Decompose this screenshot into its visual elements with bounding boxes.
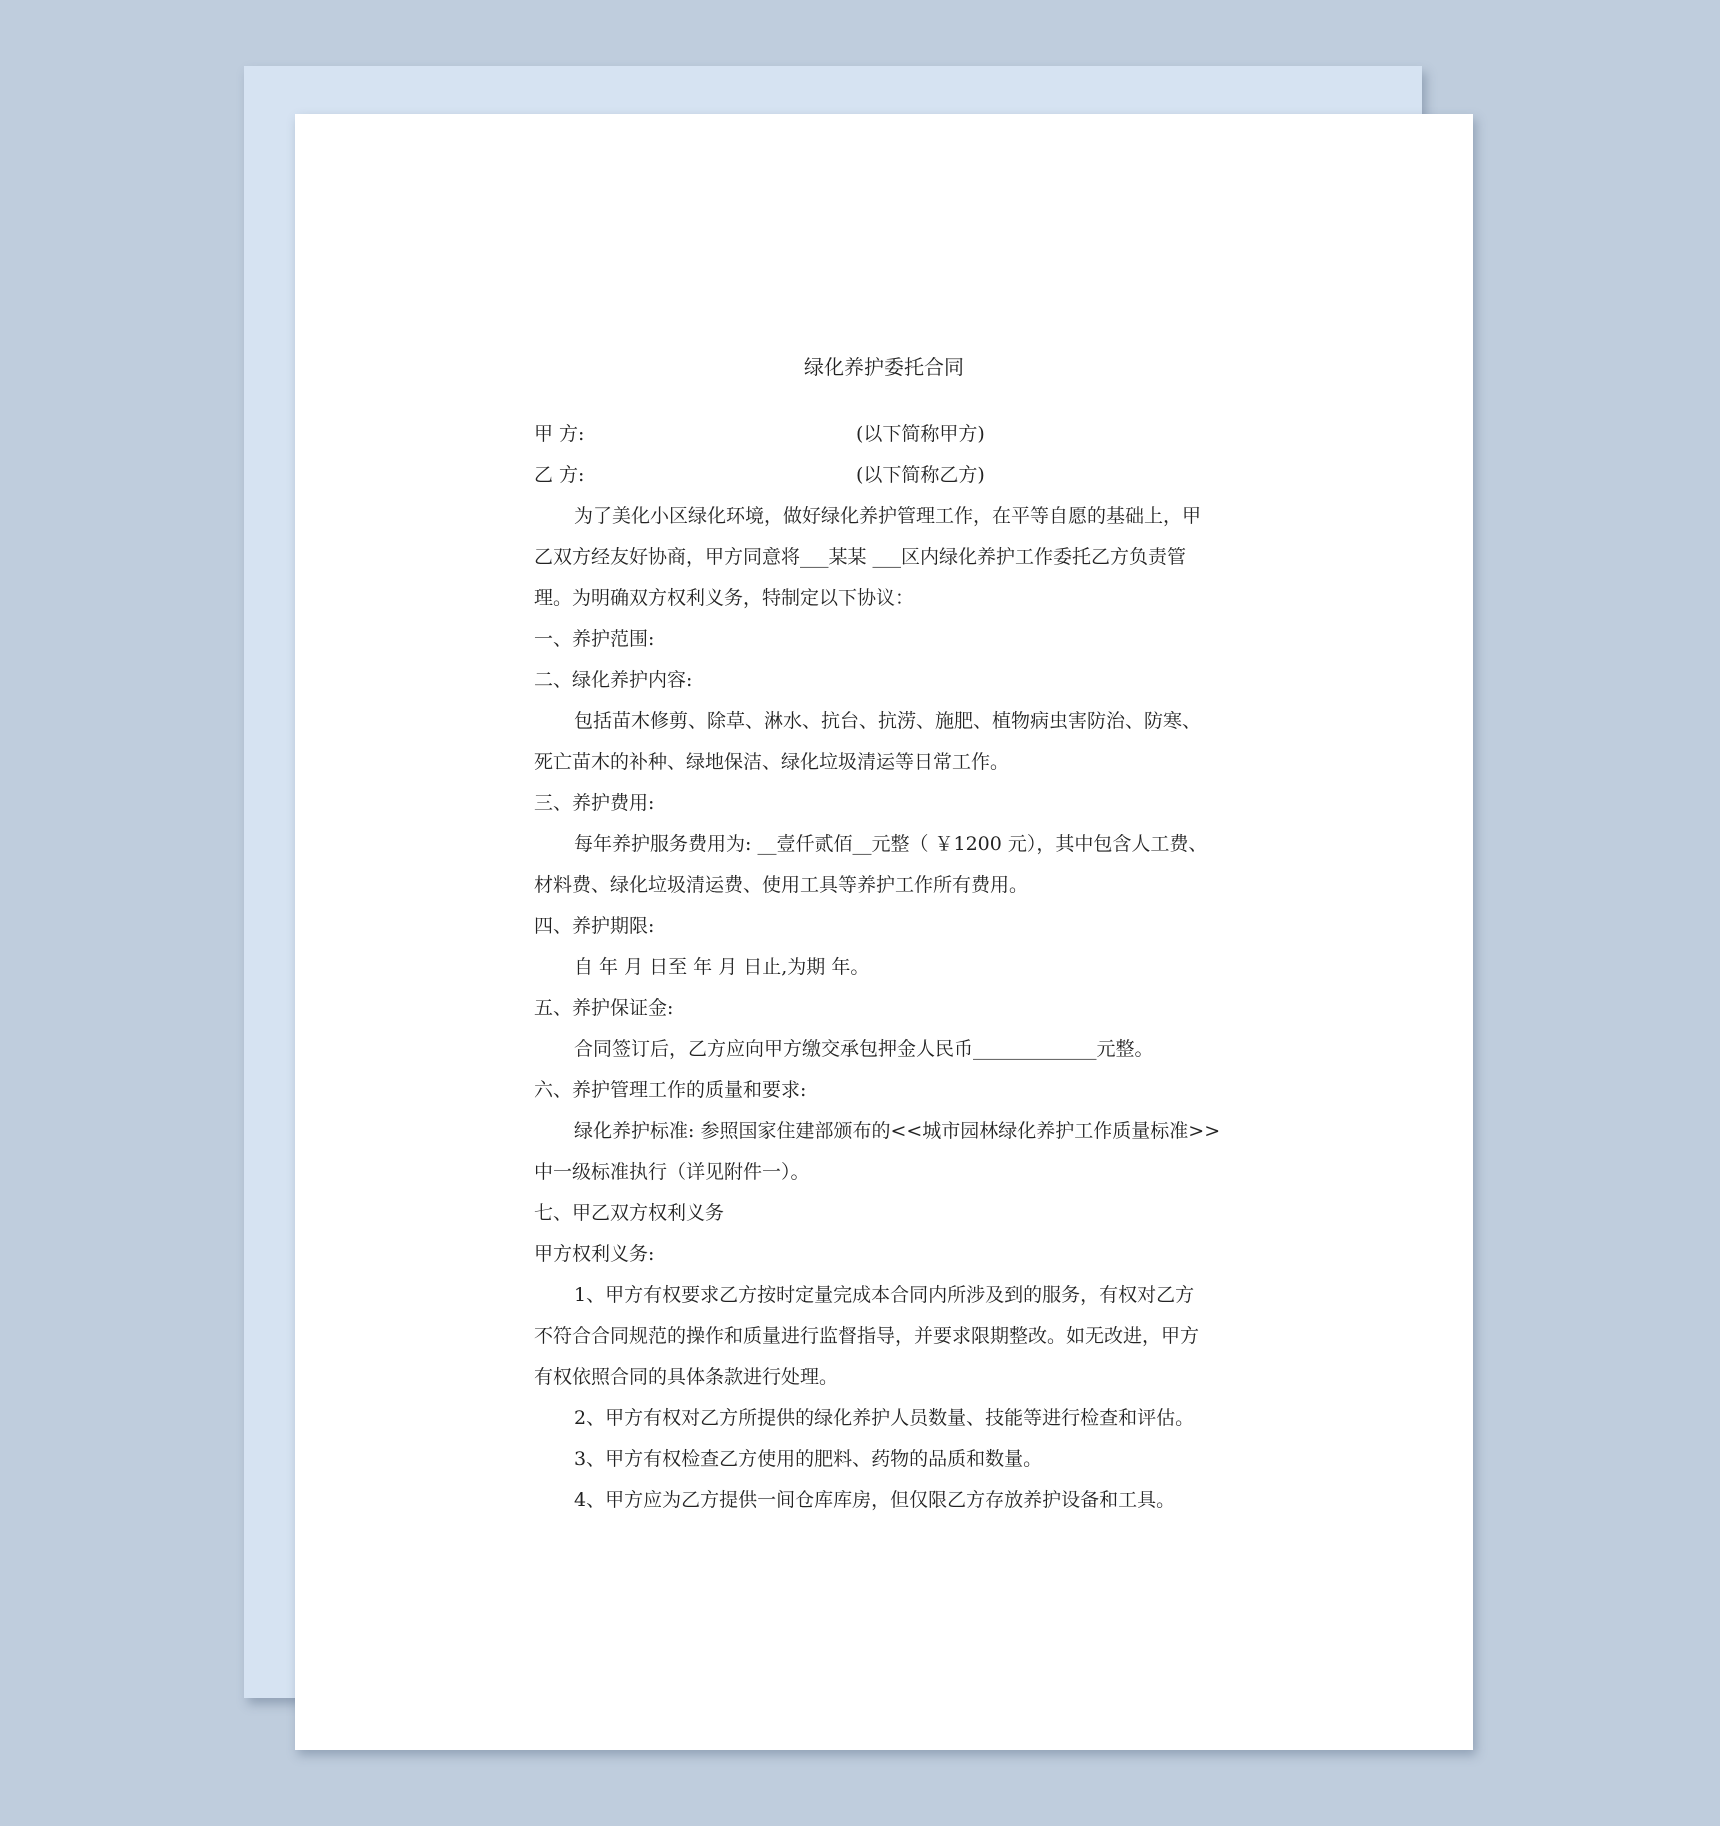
preamble-line: 乙双方经友好协商，甲方同意将___某某 ___区内绿化养护工作委托乙方负责管	[534, 546, 1187, 568]
rights-item-1-line: 有权依照合同的具体条款进行处理。	[534, 1366, 839, 1388]
section-heading-quality: 六、养护管理工作的质量和要求:	[534, 1079, 807, 1101]
preamble-line: 为了美化小区绿化环境，做好绿化养护管理工作，在平等自愿的基础上，甲	[574, 505, 1202, 527]
party-b-label: 乙 方:	[534, 464, 585, 486]
term-line: 自 年 月 日至 年 月 日止,为期 年。	[574, 956, 870, 978]
quality-line: 绿化养护标准: 参照国家住建部颁布的<<城市园林绿化养护工作质量标准>>	[574, 1120, 1221, 1142]
party-a-rights-heading: 甲方权利义务:	[534, 1243, 655, 1265]
rights-item-1-line: 不符合合同规范的操作和质量进行监督指导，并要求限期整改。如无改进，甲方	[534, 1325, 1200, 1347]
section-heading-rights: 七、甲乙双方权利义务	[534, 1202, 725, 1224]
rights-item-4: 4、甲方应为乙方提供一间仓库库房，但仅限乙方存放养护设备和工具。	[574, 1489, 1176, 1511]
section-heading-fees: 三、养护费用:	[534, 792, 655, 814]
preamble-line: 理。为明确双方权利义务，特制定以下协议：	[534, 587, 915, 609]
section-heading-content: 二、绿化养护内容:	[534, 669, 693, 691]
section-heading-scope: 一、养护范围:	[534, 628, 655, 650]
contract-body	[534, 350, 1234, 1521]
quality-line: 中一级标准执行（详见附件一）。	[534, 1161, 810, 1183]
party-a-label: 甲 方:	[534, 423, 585, 445]
content-line: 包括苗木修剪、除草、淋水、抗台、抗涝、施肥、植物病虫害防治、防寒、	[574, 710, 1202, 732]
document-title: 绿化养护委托合同	[804, 355, 964, 379]
party-b-abbreviation: (以下简称乙方)	[856, 464, 985, 486]
rights-item-3: 3、甲方有权检查乙方使用的肥料、药物的品质和数量。	[574, 1448, 1043, 1470]
rights-item-1-line: 1、甲方有权要求乙方按时定量完成本合同内所涉及到的服务，有权对乙方	[574, 1284, 1195, 1306]
content-line: 死亡苗木的补种、绿地保洁、绿化垃圾清运等日常工作。	[534, 751, 1010, 773]
party-a-abbreviation: (以下简称甲方)	[856, 423, 985, 445]
deposit-line: 合同签订后，乙方应向甲方缴交承包押金人民币_____________元整。	[574, 1038, 1154, 1060]
fees-line: 每年养护服务费用为: __壹仟贰佰__元整（ ￥1200 元），其中包含人工费、	[574, 833, 1208, 855]
party-a-line	[534, 414, 1234, 455]
fees-line: 材料费、绿化垃圾清运费、使用工具等养护工作所有费用。	[534, 874, 1029, 896]
section-heading-deposit: 五、养护保证金:	[534, 997, 674, 1019]
section-heading-term: 四、养护期限:	[534, 915, 655, 937]
rights-item-2: 2、甲方有权对乙方所提供的绿化养护人员数量、技能等进行检查和评估。	[574, 1407, 1195, 1429]
party-b-line	[534, 455, 1234, 496]
